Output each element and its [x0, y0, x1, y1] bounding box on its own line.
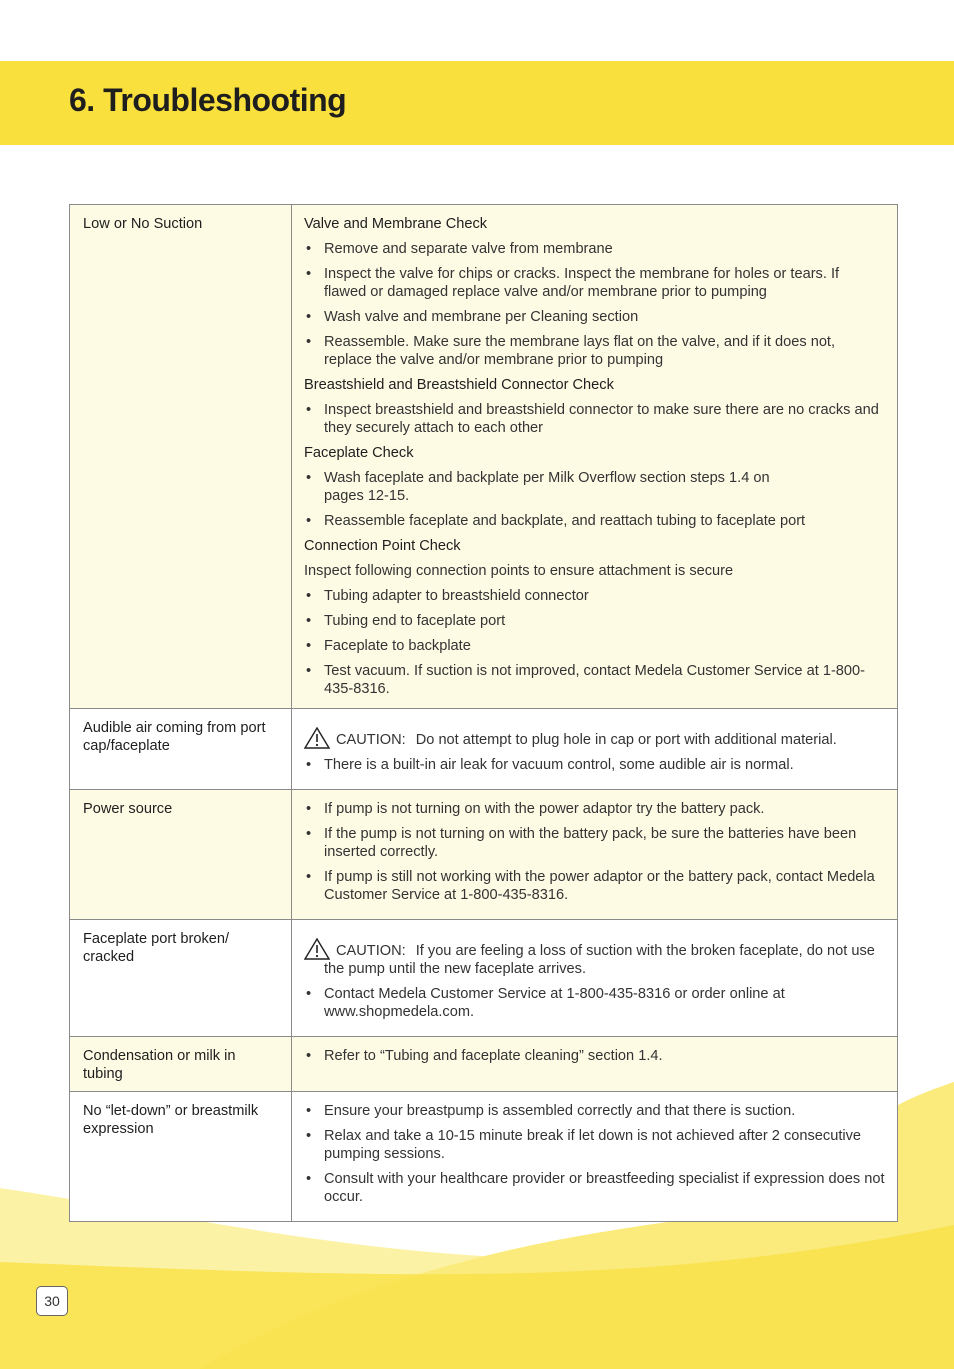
- list-item: • Reassemble. Make sure the membrane lays flat on the valve, and if it does not, replace the valve and/or membrane prior to pumping: [304, 333, 885, 369]
- list-item: • Inspect breastshield and breastshield connector to make sure there are no cracks and they securely attach to each other: [304, 401, 885, 437]
- page-title: 6. Troubleshooting: [69, 82, 347, 118]
- list-item: • Consult with your healthcare provider or breastfeeding specialist if expression does not occur.: [304, 1170, 885, 1206]
- section-title: Connection Point Check: [304, 538, 461, 554]
- list-item: • Reassemble faceplate and backplate, and reattach tubing to faceplate port: [304, 512, 885, 530]
- bullet-list: [304, 800, 885, 904]
- problem-cell: Low or No Suction: [70, 205, 292, 709]
- warning-triangle-icon: [304, 727, 330, 749]
- bullet-list: [304, 401, 885, 437]
- troubleshooting-table: [69, 204, 898, 1222]
- bullet-list: [304, 1102, 885, 1206]
- caution-note: [304, 731, 885, 749]
- list-item: • Relax and take a 10-15 minute break if let down is not achieved after 2 consecutive pumping sessions.: [304, 1127, 885, 1163]
- problem-cell: Power source: [70, 790, 292, 920]
- list-item: • Remove and separate valve from membrane: [304, 240, 885, 258]
- bullet-list: [304, 756, 885, 774]
- solution-cell: [292, 920, 898, 1037]
- solution-cell: [292, 1037, 898, 1092]
- list-item: • Tubing adapter to breastshield connector: [304, 587, 885, 605]
- problem-cell: No “let-down” or breastmilk expression: [70, 1092, 292, 1222]
- section-title: Breastshield and Breastshield Connector Check: [304, 377, 614, 393]
- section-intro: Inspect following connection points to ensure attachment is secure: [304, 563, 734, 579]
- section-title: Faceplate Check: [304, 445, 414, 461]
- list-item: • Wash valve and membrane per Cleaning section: [304, 308, 885, 326]
- table-row: [70, 920, 898, 1037]
- problem-cell: Faceplate port broken/ cracked: [70, 920, 292, 1037]
- table-row: [70, 1092, 898, 1222]
- warning-triangle-icon: [304, 938, 330, 960]
- table-row: [70, 1037, 898, 1092]
- list-item: • If the pump is not turning on with the battery pack, be sure the batteries have been inserted correctly.: [304, 825, 885, 861]
- caution-text: If you are feeling a loss of suction with the broken faceplate, do not use the pump until the new faceplate arrives.: [324, 943, 875, 977]
- bullet-list: [304, 1047, 885, 1065]
- caution-label: CAUTION:: [336, 732, 406, 748]
- bullet-list: [304, 587, 885, 698]
- section-title: Valve and Membrane Check: [304, 216, 488, 232]
- list-item: • Refer to “Tubing and faceplate cleaning” section 1.4.: [304, 1047, 885, 1065]
- solution-cell: [292, 790, 898, 920]
- table-row: [70, 709, 898, 790]
- solution-cell: [292, 205, 898, 709]
- list-item: • There is a built-in air leak for vacuum control, some audible air is normal.: [304, 756, 885, 774]
- table-row: [70, 790, 898, 920]
- bullet-list: [304, 469, 885, 530]
- solution-cell: [292, 1092, 898, 1222]
- bullet-list: [304, 240, 885, 369]
- list-item: • Faceplate to backplate: [304, 637, 885, 655]
- list-item: • Contact Medela Customer Service at 1-800-435-8316 or order online at www.shopmedela.com.: [304, 985, 885, 1021]
- list-item: • Ensure your breastpump is assembled correctly and that there is suction.: [304, 1102, 885, 1120]
- list-item: • If pump is still not working with the power adaptor or the battery pack, contact Medela Customer Service at 1-800-435-8316.: [304, 868, 885, 904]
- caution-note: [304, 942, 885, 978]
- list-item: • Wash faceplate and backplate per Milk Overflow section steps 1.4 on pages 12-15.: [304, 469, 885, 505]
- bullet-list: [304, 985, 885, 1021]
- caution-label: CAUTION:: [336, 943, 406, 959]
- caution-text: Do not attempt to plug hole in cap or port with additional material.: [415, 732, 837, 748]
- list-item: • If pump is not turning on with the power adaptor try the battery pack.: [304, 800, 885, 818]
- solution-cell: [292, 709, 898, 790]
- list-item: • Test vacuum. If suction is not improved, contact Medela Customer Service at 1-800-435-8316.: [304, 662, 885, 698]
- list-item: • Tubing end to faceplate port: [304, 612, 885, 630]
- page-number: 30: [36, 1286, 68, 1316]
- list-item: • Inspect the valve for chips or cracks. Inspect the membrane for holes or tears. If flawed or damaged replace valve and/or membrane prior to pumping: [304, 265, 885, 301]
- problem-cell: Audible air coming from port cap/faceplate: [70, 709, 292, 790]
- problem-cell: Condensation or milk in tubing: [70, 1037, 292, 1092]
- table-row: [70, 205, 898, 709]
